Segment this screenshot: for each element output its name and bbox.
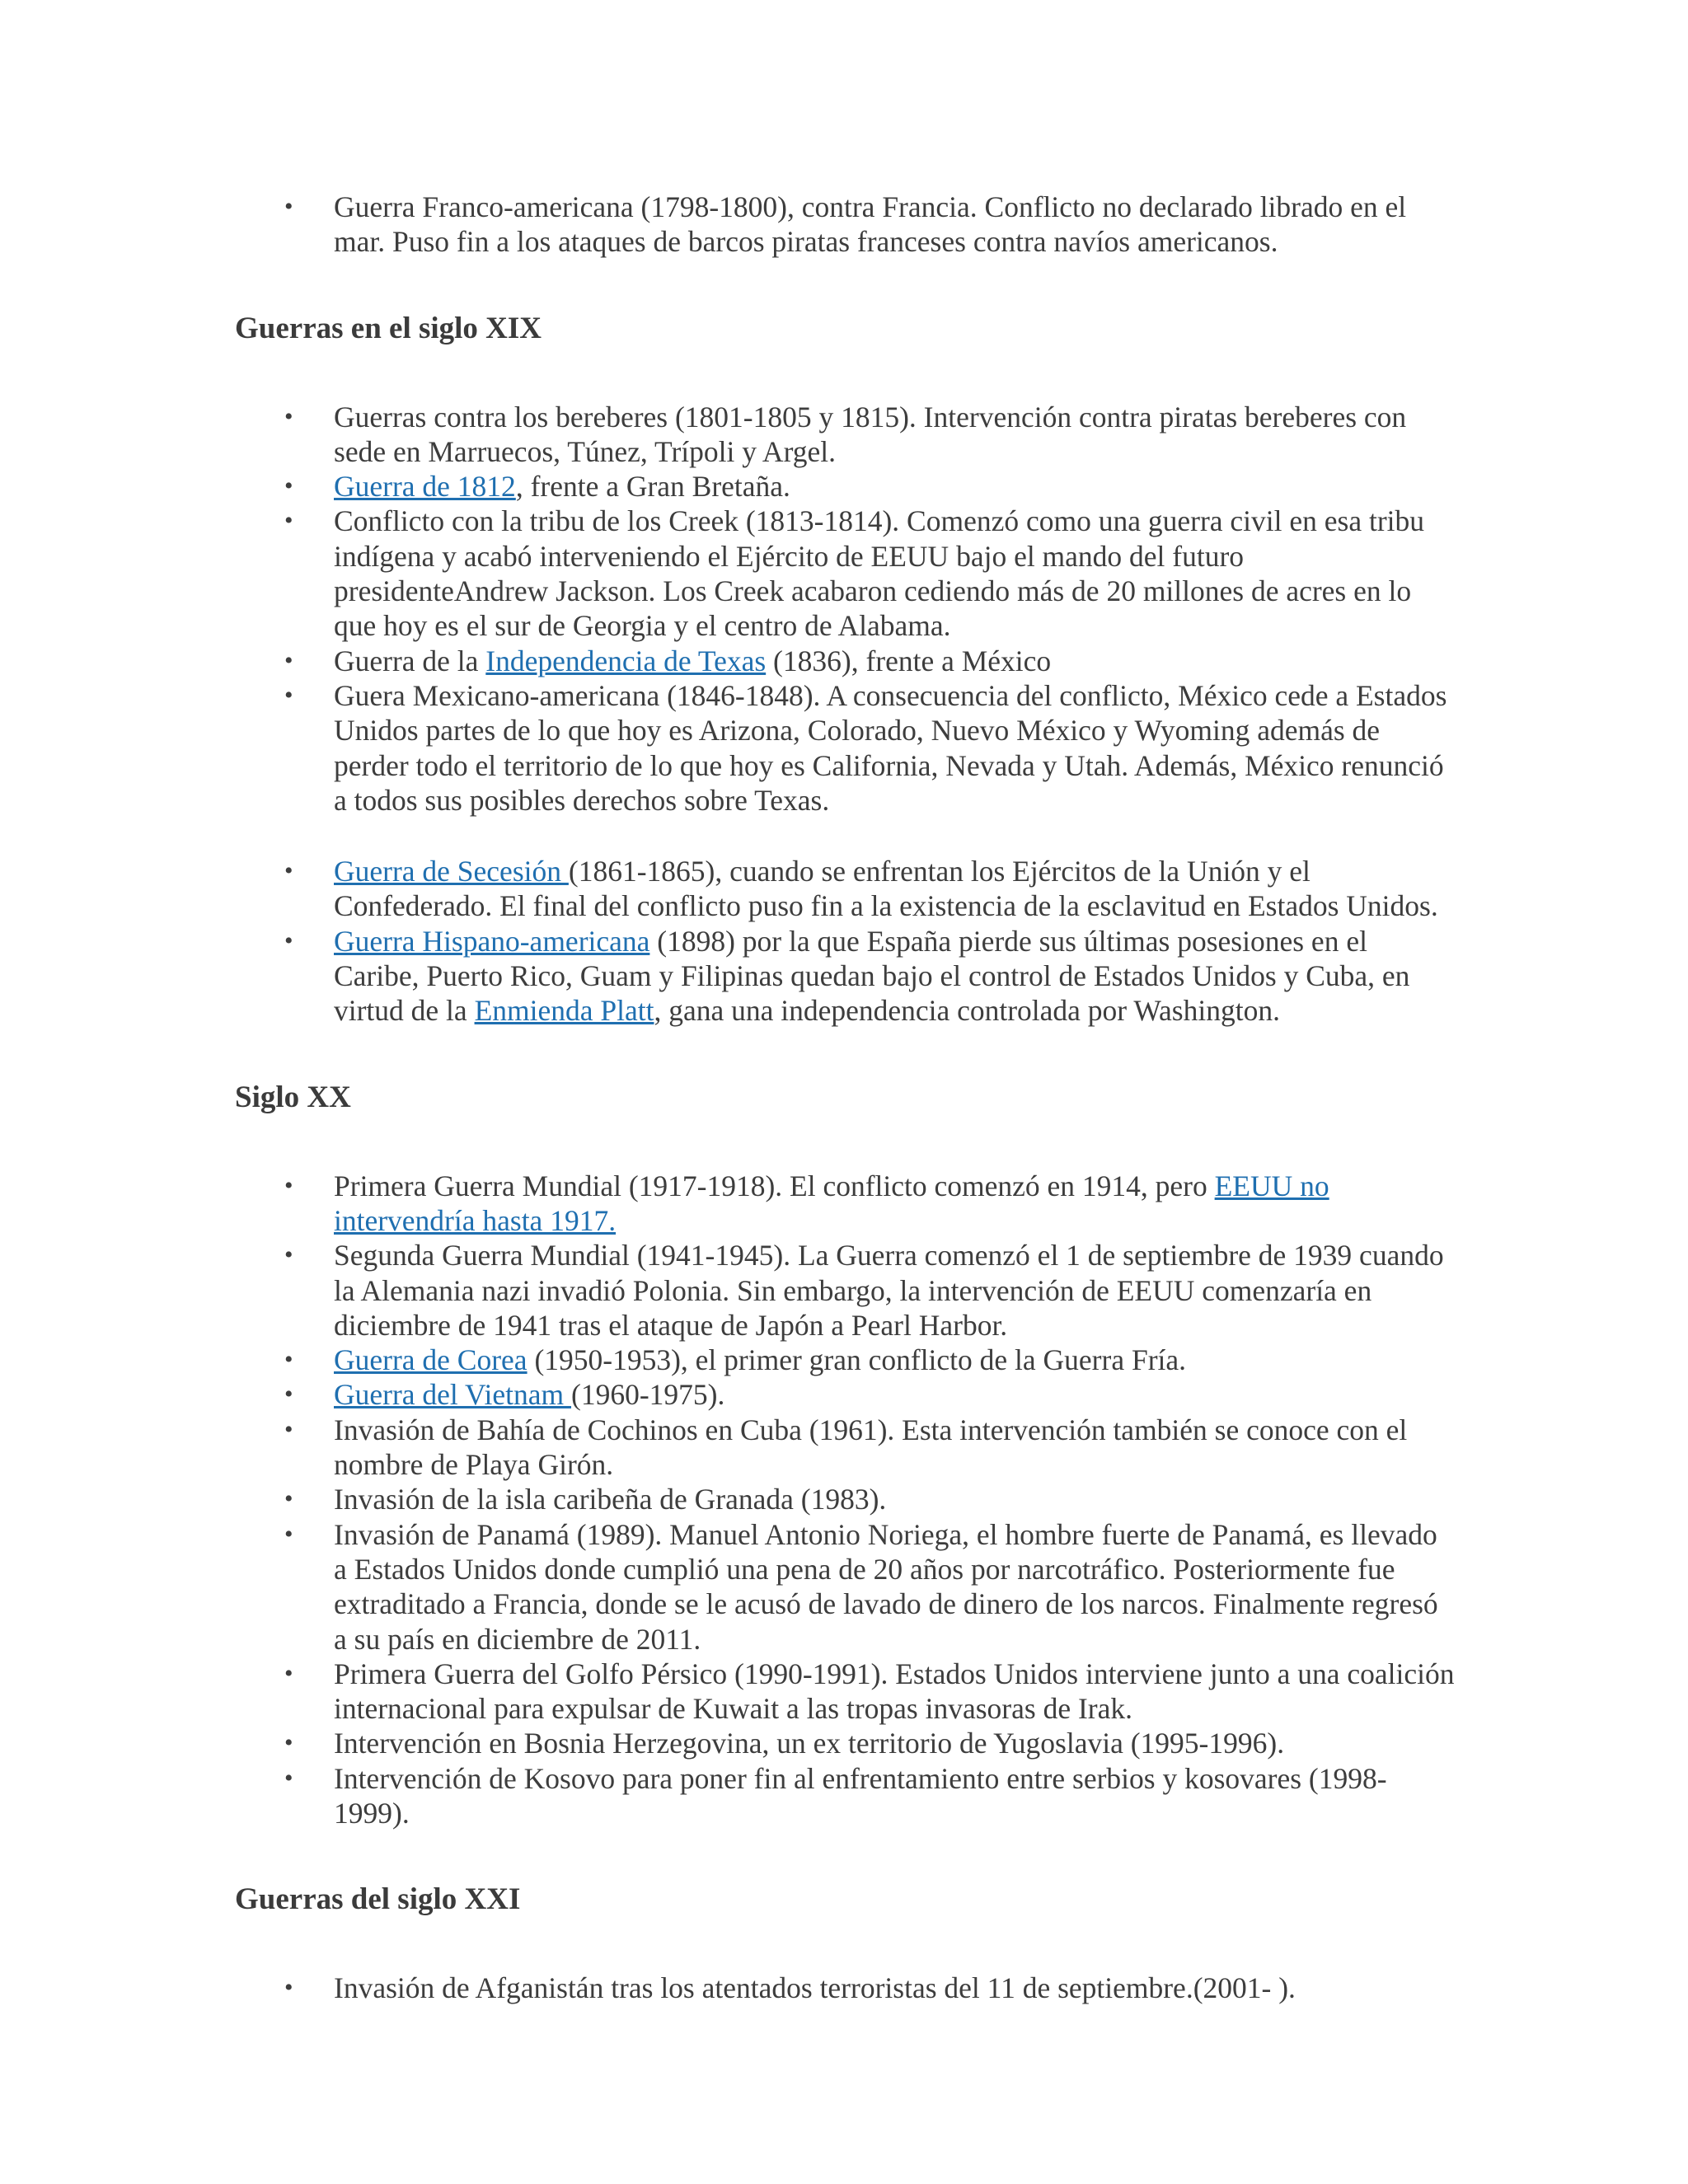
item-text: (1960-1975). [571, 1378, 725, 1412]
item-text: Guerra de la [334, 644, 486, 677]
item-text: , frente a Gran Bretaña. [515, 470, 790, 504]
bullet: • [284, 1171, 293, 1199]
item-text: Primera Guerra del Golfo Pérsico (1990-1991). Estados Unidos interviene junto a una coalición internacional para expulsar de Kuwait a las tropas invasoras de Irak. [334, 1657, 1455, 1726]
item-text: (1861-1865), cuando se enfrentan los Ejércitos de la Unión y el Confederado. El final del conflicto puso fin a la existencia de la esclavitud en Estados Unidos. [334, 855, 1438, 923]
list-item [235, 504, 1457, 643]
heading-siglo-xxi: Guerras del siglo XXI [235, 1882, 521, 1917]
list-item [235, 1761, 1457, 1831]
item-text: Invasión de Bahía de Cochinos en Cuba (1961). Esta intervención también se conoce con el nombre de Playa Girón. [334, 1413, 1408, 1482]
item-text: Primera Guerra Mundial (1917-1918). El conflicto comenzó en 1914, pero [334, 1169, 1215, 1202]
list-item [235, 1377, 1457, 1412]
bullet: • [284, 1659, 293, 1687]
item-text: Intervención en Bosnia Herzegovina, un ex territorio de Yugoslavia (1995-1996). [334, 1727, 1285, 1760]
list-item [235, 854, 1457, 924]
list-item [235, 644, 1457, 678]
list-item [235, 924, 1457, 1029]
bullet: • [284, 507, 293, 535]
link-eeuu-1917[interactable]: EEUU no intervendría hasta 1917. [334, 1169, 1329, 1237]
list-item [235, 1726, 1457, 1760]
list-item [235, 469, 1457, 504]
item-text: Invasión de Afganistán tras los atentados terroristas del 11 de septiembre.(2001- ). [334, 1971, 1296, 2005]
list-item [235, 1657, 1457, 1727]
item-text: (1898) por la que España pierde sus últimas posesiones en el Caribe, Puerto Rico, Guam y Filipinas quedan bajo el control de Estados Unidos y Cuba, en virtud de la [334, 924, 1410, 1028]
bullet: • [284, 1241, 293, 1269]
bullet: • [284, 1729, 293, 1757]
bullet: • [284, 1346, 293, 1374]
list-item [235, 1238, 1457, 1343]
item-text: Guera Mexicano-americana (1846-1848). A consecuencia del conflicto, México cede a Estados Unidos partes de lo que hoy es Arizona, Colorado, Nuevo México y Wyoming además de perder todo el territorio de lo que hoy es California, Nevada y Utah. Además, México renunció a todos sus posibles derechos sobre Texas. [334, 678, 1447, 817]
list-item [235, 1482, 1457, 1516]
item-text: , gana una independencia controlada por Washington. [654, 994, 1280, 1028]
link-guerra-corea[interactable]: Guerra de Corea [334, 1343, 528, 1377]
bullet: • [284, 1974, 293, 2002]
list-item [235, 1343, 1457, 1377]
bullet: • [284, 402, 293, 430]
link-guerra-secesion[interactable]: Guerra de Secesión [334, 855, 569, 888]
item-text: Guerras contra los bereberes (1801-1805 y 1815). Intervención contra piratas bereberes con sede en Marruecos, Túnez, Trípoli y Argel. [334, 400, 1407, 468]
item-text: Invasión de Panamá (1989). Manuel Antonio Noriega, el hombre fuerte de Panamá, es llevado a Estados Unidos donde cumplió una pena de 20 años por narcotráfico. Posteriormente fue extraditado a Francia, donde se le acusó de lavado de dinero de los narcos. Finalmente regresó a su país en diciembre de 2011. [334, 1517, 1438, 1656]
item-text: (1836), frente a México [766, 644, 1052, 677]
bullet: • [284, 681, 293, 709]
list-siglo-xix [235, 400, 1457, 818]
item-text: Conflicto con la tribu de los Creek (1813-1814). Comenzó como una guerra civil en esa tribu indígena y acabó interveniendo el Ejército de EEUU bajo el mando del futuro presidenteAndrew Jackson. Los Creek acabaron cediendo más de 20 millones de acres en lo que hoy es el sur de Georgia y el centro de Alabama. [334, 504, 1424, 643]
bullet: • [284, 1415, 293, 1443]
link-guerra-vietnam[interactable]: Guerra del Vietnam [334, 1378, 572, 1412]
link-independencia-texas[interactable]: Independencia de Texas [485, 644, 767, 677]
item-text: Segunda Guerra Mundial (1941-1945). La Guerra comenzó el 1 de septiembre de 1939 cuando la Alemania nazi invadió Polonia. Sin embargo, la intervención de EEUU comenzaría en diciembre de 1941 tras el ataque de Japón a Pearl Harbor. [334, 1239, 1444, 1342]
bullet: • [284, 646, 293, 674]
bullet: • [284, 1764, 293, 1792]
list-item [235, 1971, 1457, 2005]
item-text: Intervención de Kosovo para poner fin al enfrentamiento entre serbios y kosovares (1998-1999). [334, 1761, 1387, 1830]
item-text: Guerra Franco-americana (1798-1800), contra Francia. Conflicto no declarado librado en el mar. Puso fin a los ataques de barcos piratas franceses contra navíos americanos. [334, 190, 1407, 259]
list-item [235, 1169, 1457, 1239]
list-item [235, 1517, 1457, 1657]
intro-list [235, 190, 1457, 260]
heading-siglo-xx: Siglo XX [235, 1080, 351, 1114]
bullet: • [284, 1485, 293, 1513]
bullet: • [284, 1520, 293, 1548]
bullet: • [284, 857, 293, 885]
list-item [235, 678, 1457, 818]
list-siglo-xxi [235, 1971, 1457, 2005]
list-item [235, 400, 1457, 470]
list-item [235, 190, 1457, 260]
link-guerra-1812[interactable]: Guerra de 1812 [334, 470, 516, 504]
link-guerra-hispano-americana[interactable]: Guerra Hispano-americana [334, 924, 650, 958]
bullet: • [284, 193, 293, 220]
link-enmienda-platt[interactable]: Enmienda Platt [474, 994, 654, 1028]
bullet: • [284, 926, 293, 954]
heading-siglo-xix: Guerras en el siglo XIX [235, 311, 542, 345]
bullet: • [284, 472, 293, 500]
list-item [235, 1413, 1457, 1483]
list-siglo-xx [235, 1169, 1457, 1831]
item-text: Invasión de la isla caribeña de Granada (1983). [334, 1483, 887, 1516]
bullet: • [284, 1380, 293, 1408]
list-siglo-xix-cont [235, 854, 1457, 1028]
item-text: (1950-1953), el primer gran conflicto de la Guerra Fría. [527, 1343, 1187, 1377]
